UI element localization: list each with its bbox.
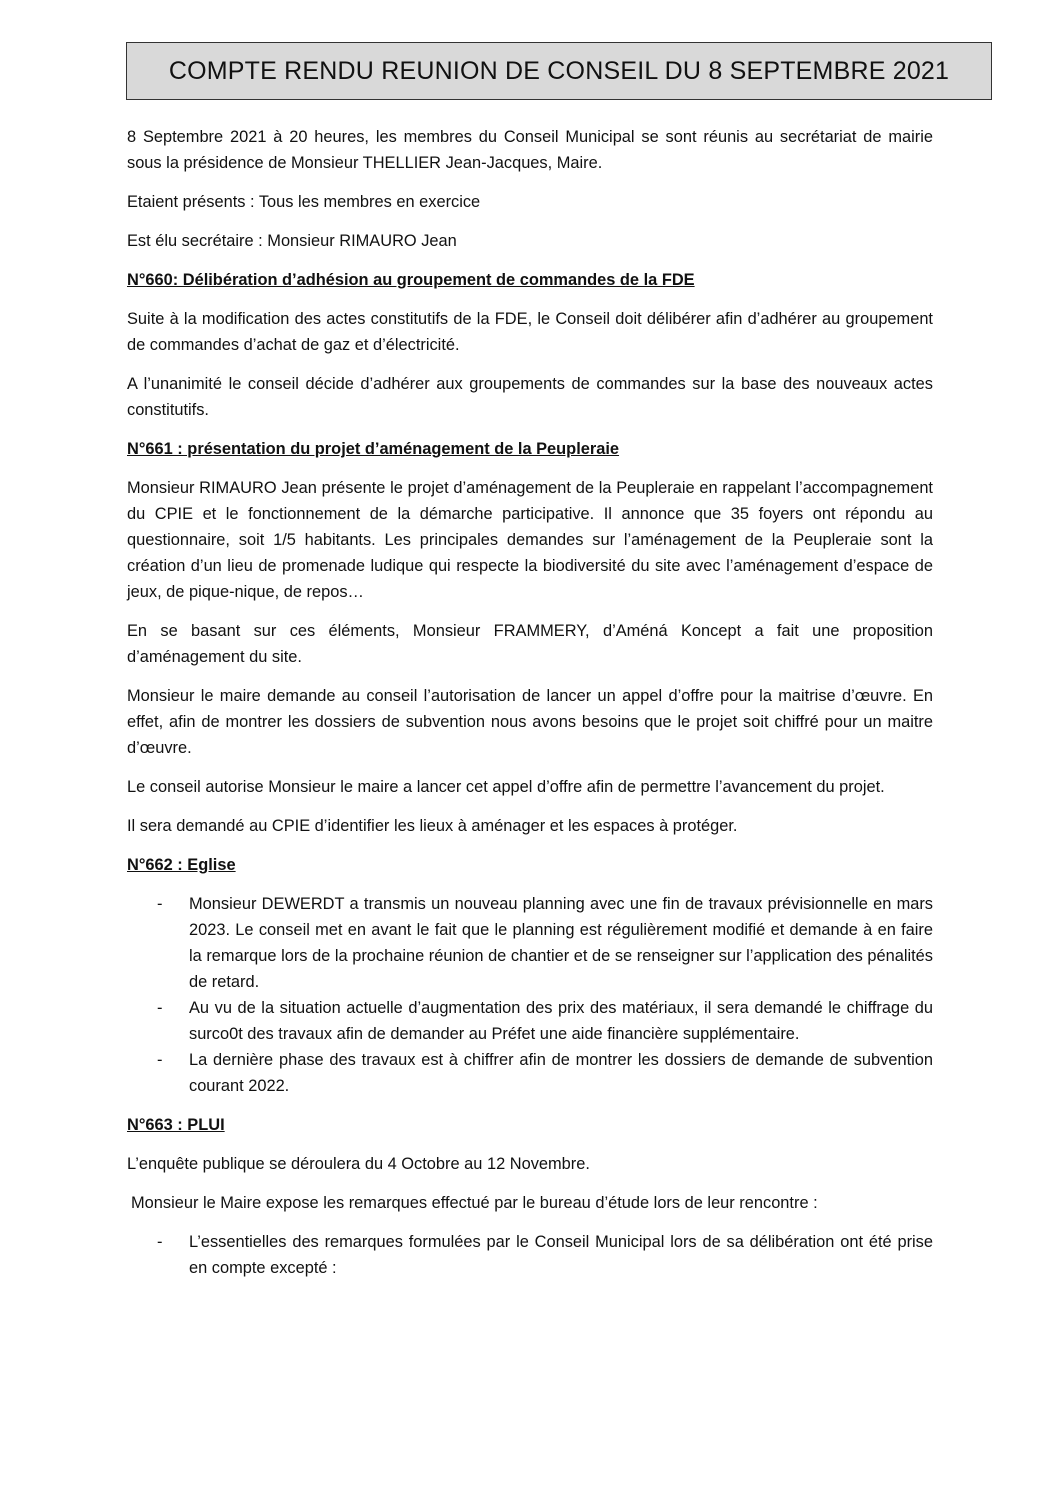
section-661-paragraph: Monsieur le maire demande au conseil l’autorisation de lancer un appel d’offre pour la maitrise d’œuvre. En effet, afin de montrer les dossiers de subvention nous avons besoins que le projet soit chiffré pour un maitre d’œuvre.	[127, 687, 933, 757]
section-heading-663: N°663 : PLUI	[127, 1116, 225, 1134]
dash-bullet: -	[157, 999, 163, 1017]
section-661-paragraph: Monsieur RIMAURO Jean présente le projet d’aménagement de la Peupleraie en rappelant l’accompagnement du CPIE et le fonctionnement de la démarche participative. Il annonce que 35 foyers ont répondu au questionnaire, soit 1/5 habitants. Les principales demandes sur l’aménagement de la Peupleraie sont la création d’un lieu de promenade ludique qui respecte la biodiversité du site avec l’aménagement d’espace de jeux, de pique-nique, de repos…	[127, 479, 933, 601]
dash-bullet: -	[157, 895, 163, 913]
dash-bullet: -	[157, 1051, 163, 1069]
section-663-paragraph: L’enquête publique se déroulera du 4 Octobre au 12 Novembre.	[127, 1155, 590, 1173]
list-item	[127, 995, 933, 1047]
list-item-text: La dernière phase des travaux est à chiffrer afin de montrer les dossiers de demande de subvention courant 2022.	[189, 1051, 933, 1095]
list-item-text: Monsieur DEWERDT a transmis un nouveau planning avec une fin de travaux prévisionnelle en mars 2023. Le conseil met en avant le fait que le planning est régulièrement modifié et demande à en faire la remarque lors de la prochaine réunion de chantier et de se renseigner sur l’application des pénalités de retard.	[189, 895, 933, 991]
section-662-list	[127, 891, 933, 1099]
section-661-paragraph: Le conseil autorise Monsieur le maire a lancer cet appel d’offre afin de permettre l’avancement du projet.	[127, 778, 885, 796]
intro-opening: 8 Septembre 2021 à 20 heures, les membres du Conseil Municipal se sont réunis au secrétariat de mairie sous la présidence de Monsieur THELLIER Jean-Jacques, Maire.	[127, 128, 933, 172]
intro-secretary: Est élu secrétaire : Monsieur RIMAURO Jean	[127, 232, 457, 250]
section-660-paragraph: Suite à la modification des actes constitutifs de la FDE, le Conseil doit délibérer afin d’adhérer au groupement de commandes d’achat de gaz et d’électricité.	[127, 310, 933, 354]
title-box	[126, 42, 992, 100]
section-heading-661: N°661 : présentation du projet d’aménagement de la Peupleraie	[127, 440, 620, 458]
list-item	[127, 1047, 933, 1099]
section-660-paragraph: A l’unanimité le conseil décide d’adhérer aux groupements de commandes sur la base des nouveaux actes constitutifs.	[127, 375, 933, 419]
list-item	[127, 1229, 933, 1281]
section-heading-662: N°662 : Eglise	[127, 856, 236, 874]
list-item-text: L’essentielles des remarques formulées par le Conseil Municipal lors de sa délibération ont été prise en compte excepté :	[189, 1233, 933, 1277]
section-663-list	[127, 1229, 933, 1281]
section-663-paragraph: Monsieur le Maire expose les remarques effectué par le bureau d’étude lors de leur rencontre :	[131, 1194, 818, 1212]
section-661-paragraph: Il sera demandé au CPIE d’identifier les lieux à aménager et les espaces à protéger.	[127, 817, 738, 835]
section-heading-660: N°660: Délibération d’adhésion au groupement de commandes de la FDE	[127, 271, 695, 289]
document-title: COMPTE RENDU REUNION DE CONSEIL DU 8 SEPTEMBRE 2021	[168, 56, 950, 85]
list-item-text: Au vu de la situation actuelle d’augmentation des prix des matériaux, il sera demandé le chiffrage du surco0t des travaux afin de demander au Préfet une aide financière supplémentaire.	[189, 999, 933, 1043]
document-body	[127, 124, 933, 1294]
dash-bullet: -	[157, 1233, 163, 1251]
list-item	[127, 891, 933, 995]
section-661-paragraph: En se basant sur ces éléments, Monsieur FRAMMERY, d’Améná Koncept a fait une proposition d’aménagement du site.	[127, 622, 933, 666]
intro-presents: Etaient présents : Tous les membres en exercice	[127, 193, 481, 211]
